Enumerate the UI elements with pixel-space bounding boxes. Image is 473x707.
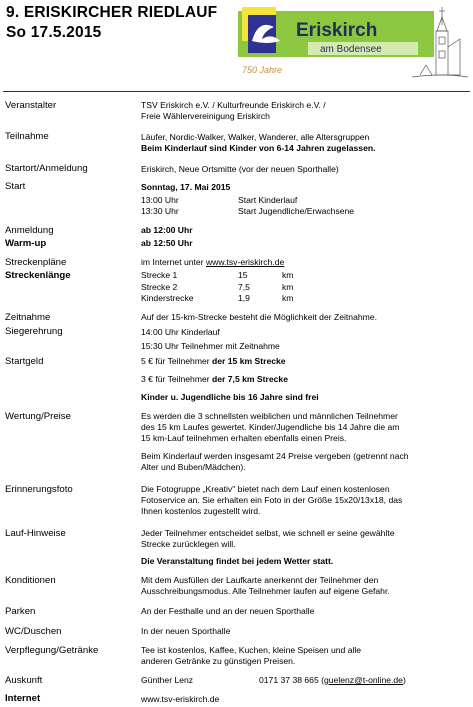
label-wertung: Wertung/Preise: [5, 411, 71, 422]
strecke-name: Kinderstrecke: [141, 293, 194, 303]
start-time-row: [141, 195, 441, 206]
label-hinweise: Lauf-Hinweise: [5, 528, 66, 539]
teilnahme-line2: Beim Kinderlauf sind Kinder von 6-14 Jahren zugelassen.: [141, 143, 376, 153]
label-siegerehrung: Siegerehrung: [5, 326, 63, 337]
label-internet: Internet: [5, 693, 41, 704]
auskunft-phone: 0171 37 38 665 (: [259, 675, 324, 685]
value-verpflegung: [141, 645, 361, 667]
wertung-line: Alter und Buben/Mädchen).: [141, 462, 246, 472]
konditionen-line: Mit dem Ausfüllen der Laufkarte anerkennt der Teilnehmer den: [141, 575, 379, 585]
veranstalter-line2: Freie Wählervereinigung Eriskirch: [141, 111, 270, 121]
startgeld-strecke: der 7,5 km Strecke: [212, 374, 288, 384]
logo-anniversary: 750 Jahre: [242, 65, 283, 75]
value-streckenplaene: [141, 257, 284, 268]
value-parken: An der Festhalle und an der neuen Sporthalle: [141, 606, 315, 616]
siegerehrung-line2: 15:30 Uhr Teilnehmer mit Zeitnahme: [141, 341, 280, 351]
value-wc: In der neuen Sporthalle: [141, 626, 231, 636]
wertung-line: Es werden die 3 schnellsten weiblichen und männlichen Teilnehmer: [141, 411, 398, 421]
verpflegung-line: Tee ist kostenlos, Kaffee, Kuchen, kleine Speisen und alle: [141, 645, 362, 655]
label-erinnerungsfoto: Erinnerungsfoto: [5, 484, 73, 495]
label-konditionen: Konditionen: [5, 575, 56, 586]
strecke-num: 15: [238, 270, 248, 280]
strecke-unit: km: [282, 282, 294, 292]
startgeld-line2: [141, 374, 288, 385]
logo-subtitle: am Bodensee: [320, 44, 382, 55]
strecke-num: 1,9: [238, 293, 250, 303]
page-title-line1: 9. ERISKIRCHER RIEDLAUF: [6, 4, 218, 21]
startgeld-line1: [141, 356, 286, 367]
label-startort: Startort/Anmeldung: [5, 163, 88, 174]
page-title-line2: So 17.5.2015: [6, 24, 102, 41]
siegerehrung-line1: 14:00 Uhr Kinderlauf: [141, 327, 220, 337]
erinnerungsfoto-line: Ihnen kostenlos zugestellt wird.: [141, 506, 261, 516]
value-warmup: ab 12:50 Uhr: [141, 238, 193, 248]
label-startgeld: Startgeld: [5, 356, 44, 367]
strecke-name: Strecke 2: [141, 282, 178, 292]
value-hinweise: [141, 528, 395, 567]
strecke-row: [141, 293, 341, 304]
label-warmup: Warm-up: [5, 238, 47, 249]
label-verpflegung: Verpflegung/Getränke: [5, 645, 99, 656]
hinweise-line: Strecke zurücklegen will.: [141, 539, 236, 549]
auskunft-name: Günther Lenz: [141, 675, 194, 685]
strecke-unit: km: [282, 270, 294, 280]
value-erinnerungsfoto: [141, 484, 402, 517]
startgeld-strecke: der 15 km Strecke: [212, 356, 286, 366]
label-parken: Parken: [5, 606, 36, 617]
wertung-line: des 15 km Laufes gewertet. Kinder/Jugendliche bis 14 Jahre die am: [141, 422, 400, 432]
streckenplaene-prefix: im Internet unter: [141, 257, 206, 267]
value-wertung: [141, 411, 409, 473]
startgeld-text: 5 € für Teilnehmer: [141, 356, 213, 366]
hinweise-bold: Die Veranstaltung findet bei jedem Wetter statt.: [141, 556, 334, 566]
startgeld-text: 3 € für Teilnehmer: [141, 374, 213, 384]
startgeld-line3: Kinder u. Jugendliche bis 16 Jahre sind frei: [141, 392, 319, 402]
strecke-name: Strecke 1: [141, 270, 178, 280]
label-anmeldung: Anmeldung: [5, 225, 54, 236]
label-teilnahme: Teilnahme: [5, 131, 49, 142]
eriskirch-logo: [236, 3, 468, 80]
strecke-unit: km: [282, 293, 294, 303]
label-auskunft: Auskunft: [5, 675, 43, 686]
start-event-2: Start Jugendliche/Erwachsene: [238, 206, 355, 216]
wertung-line: 15 km-Lauf teilnehmen erhalten ebenfalls einen Preis.: [141, 433, 347, 443]
erinnerungsfoto-line: Die Fotogruppe „Kreativ" bietet nach dem Lauf einen kostenlosen: [141, 484, 390, 494]
streckenplaene-link[interactable]: www.tsv-eriskirch.de: [205, 257, 285, 267]
start-date: Sonntag, 17. Mai 2015: [141, 182, 231, 192]
veranstalter-line1: TSV Eriskirch e.V. / Kulturfreunde Eriskirch e.V. /: [141, 100, 326, 110]
label-wc: WC/Duschen: [5, 626, 62, 637]
value-internet[interactable]: www.tsv-eriskirch.de: [141, 694, 220, 704]
hinweise-line: Jeder Teilnehmer entscheidet selbst, wie schnell er seine gewählte: [141, 528, 395, 538]
start-event-1: Start Kinderlauf: [238, 195, 298, 205]
value-veranstalter: [141, 100, 326, 122]
value-teilnahme: [141, 132, 375, 154]
verpflegung-line: anderen Getränke zu günstigen Preisen.: [141, 656, 296, 666]
logo-name: Eriskirch: [296, 20, 378, 41]
label-streckenplaene: Streckenpläne: [5, 257, 67, 268]
value-anmeldung: ab 12:00 Uhr: [141, 225, 193, 235]
start-time-2: 13:30 Uhr: [141, 206, 179, 216]
label-zeitnahme: Zeitnahme: [5, 312, 51, 323]
start-time-1: 13:00 Uhr: [141, 195, 179, 205]
label-veranstalter: Veranstalter: [5, 100, 57, 111]
erinnerungsfoto-line: Fotoservice an. Sie erhalten ein Foto in der Größe 15x20/13x18, das: [141, 495, 403, 505]
teilnahme-line1: Läufer, Nordic-Walker, Walker, Wanderer, alle Altersgruppen: [141, 132, 370, 142]
strecke-row: [141, 270, 341, 281]
wertung-line: Beim Kinderlauf werden insgesamt 24 Preise vergeben (getrennt nach: [141, 451, 409, 461]
value-startort: Eriskirch, Neue Ortsmitte (vor der neuen Sporthalle): [141, 164, 339, 174]
start-time-row: [141, 206, 441, 217]
value-siegerehrung: [141, 327, 280, 352]
divider: [3, 91, 470, 92]
auskunft-email-link[interactable]: guelenz@t-online.de: [324, 675, 403, 685]
value-konditionen: [141, 575, 390, 597]
strecke-num: 7,5: [238, 282, 250, 292]
label-streckenlaenge: Streckenlänge: [5, 270, 71, 281]
value-zeitnahme: Auf der 15-km-Strecke besteht die Möglichkeit der Zeitnahme.: [141, 312, 377, 322]
auskunft-contact: [259, 675, 406, 686]
auskunft-close: ): [402, 675, 406, 685]
strecke-row: [141, 282, 341, 293]
label-start: Start: [5, 181, 26, 192]
konditionen-line: Ausschreibungsmodus. Alle Teilnehmer laufen auf eigene Gefahr.: [141, 586, 390, 596]
